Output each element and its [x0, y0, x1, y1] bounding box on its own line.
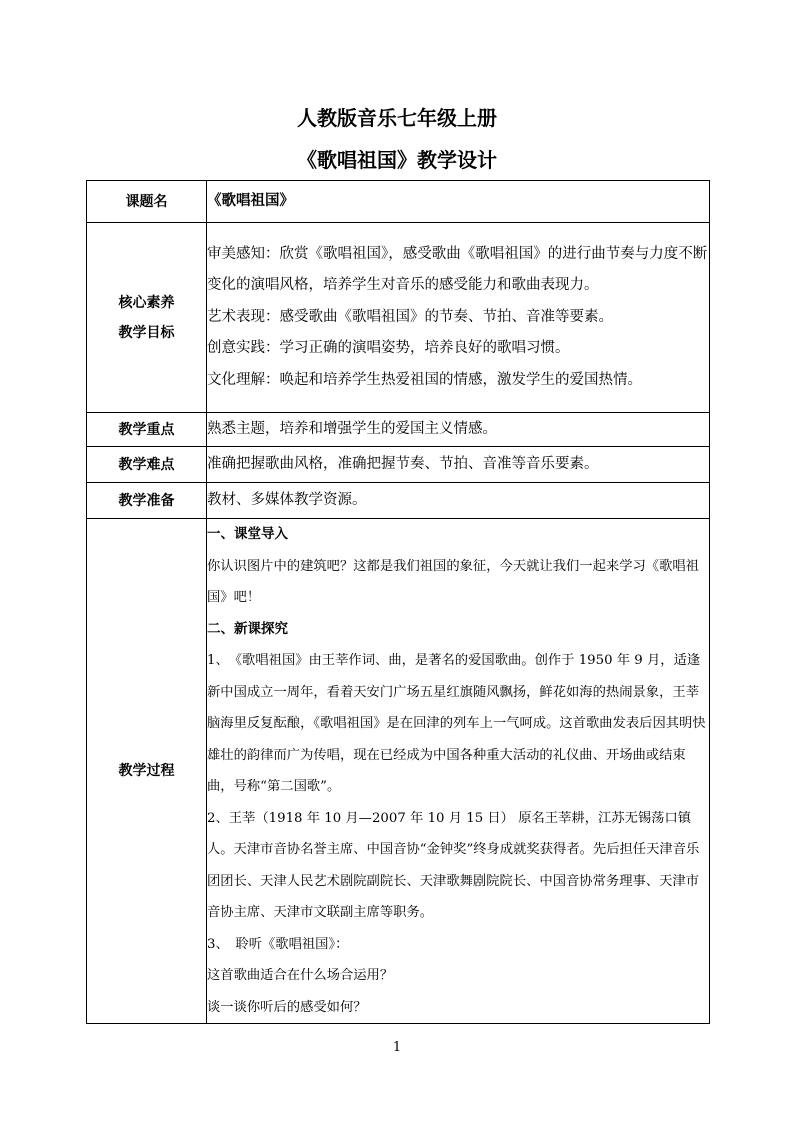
goal-cultural: 文化理解：唤起和培养学生热爱祖国的情感，激发学生的爱国热情。	[207, 371, 642, 388]
value-goals	[207, 223, 710, 413]
row-key-point	[87, 413, 710, 447]
section-intro-text: 你认识图片中的建筑吧？这都是我们祖国的象征，今天就让我们一起来学习《歌唱祖国》吧！	[207, 558, 699, 605]
question-1: 这首歌曲适合在什么场合运用？	[207, 968, 394, 983]
question-2: 谈一谈你听后的感受如何？	[207, 999, 367, 1015]
label-process: 教学过程	[87, 519, 207, 1024]
topic-text: 《歌唱祖国》	[207, 192, 294, 209]
label-goals	[87, 223, 207, 413]
row-process	[87, 519, 710, 1024]
label-preparation: 教学准备	[87, 483, 207, 519]
value-difficulty: 准确把握歌曲风格，准确把握节奏、节拍、音准等音乐要素。	[207, 447, 710, 483]
label-topic: 课题名	[87, 181, 207, 223]
explore-item-2: 2、王莘（1918 年 10 月—2007 年 10 月 15 日） 原名王莘耕，江苏无锡荡口镇人。天津市音协名誉主席、中国音协“金钟奖”终身成就奖获得者。先后担任天津音乐团团长、天津人民艺术剧院副院长、天津歌舞剧院院长、中国音协常务理事、天津市音协主席、天津市文联副主席等职务。	[207, 810, 700, 920]
label-goals-line2: 教学目标	[118, 324, 175, 341]
value-topic	[207, 181, 710, 223]
document-subtitle: 《歌唱祖国》教学设计	[297, 148, 497, 172]
goal-creative: 创意实践：学习正确的演唱姿势，培养良好的歌唱习惯。	[207, 340, 570, 357]
goal-aesthetic: 审美感知：欣赏《歌唱祖国》，感受歌曲《歌唱祖国》的进行曲节奏与力度不断变化的演唱风格，培养学生对音乐的感受能力和歌曲表现力。	[207, 245, 708, 294]
row-topic	[87, 181, 710, 223]
label-difficulty: 教学难点	[87, 447, 207, 483]
row-difficulty	[87, 447, 710, 483]
explore-item-1: 1、 《歌唱祖国》由王莘作词、曲，是著名的爱国歌曲。创作于 1950 年 9 月，适逢新中国成立一周年，看着天安门广场五星红旗随风飘扬，鲜花如海的热闹景象，王莘脑海里反复酝酿，《歌唱祖国》是在回津的列车上一气呵成。这首歌曲发表后因其明快雄壮的韵律而广为传唱，现在已经成为中国各种重大活动的礼仪曲、开场曲或结束曲，号称“第二国歌”。	[207, 653, 706, 794]
label-key-point: 教学重点	[87, 413, 207, 447]
goal-artistic: 艺术表现：感受歌曲《歌唱祖国》的节奏、节拍、音准等要素。	[207, 308, 613, 325]
explore-item-3: 3、 聆听《歌唱祖国》：	[207, 936, 349, 952]
value-preparation: 教材、多媒体教学资源。	[207, 483, 710, 519]
row-goals	[87, 223, 710, 413]
section-intro-heading: 一、课堂导入	[207, 526, 288, 542]
lesson-plan-table	[86, 180, 710, 1024]
document-title: 人教版音乐七年级上册	[297, 106, 497, 130]
page-number: 1	[392, 1040, 402, 1055]
label-goals-line1: 核心素养	[118, 294, 175, 311]
value-process	[207, 519, 710, 1024]
section-explore-heading: 二、新课探究	[207, 620, 288, 637]
value-key-point: 熟悉主题，培养和增强学生的爱国主义情感。	[207, 413, 710, 447]
row-preparation	[87, 483, 710, 519]
